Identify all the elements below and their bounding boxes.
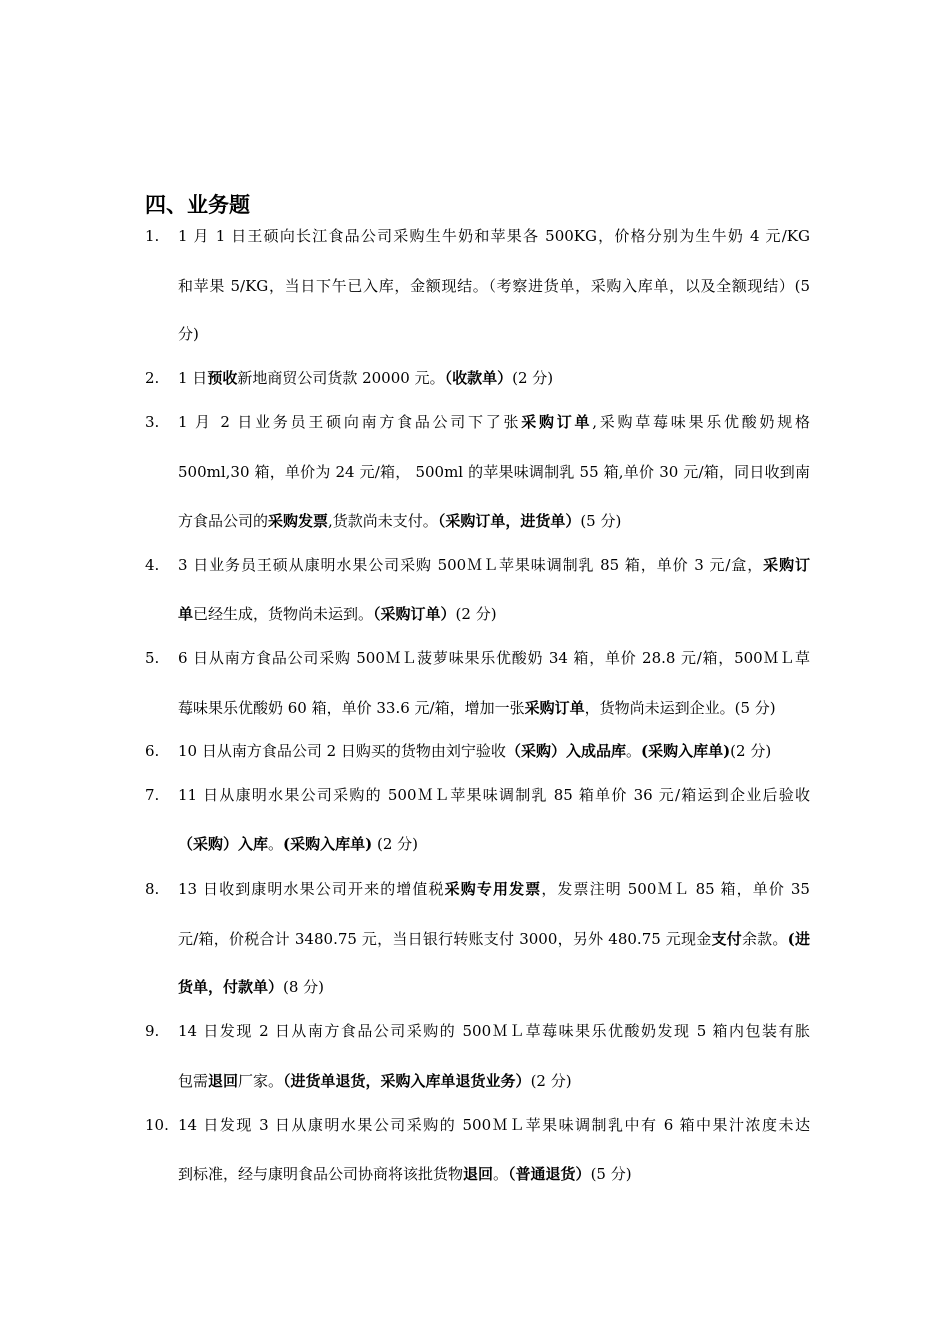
question-line: 10 日从南方食品公司 2 日购买的货物由刘宁验收（采购）入成品库。(采购入库单)(2 分) (178, 742, 772, 760)
question-line: 单已经生成，货物尚未运到。（采购订单）(2 分) (178, 605, 497, 623)
question-line: 货单，付款单）(8 分) (178, 978, 325, 996)
question-number: 8. (145, 880, 160, 898)
question-number: 4. (145, 556, 160, 574)
question-line: 包需退回厂家。（进货单退货，采购入库单退货业务）(2 分) (178, 1072, 572, 1090)
question-number: 9. (145, 1022, 160, 1040)
question-line: （采购）入库。(采购入库单) (2 分) (178, 835, 419, 853)
question-number: 5. (145, 649, 160, 667)
question-line: 3 日业务员王硕从康明水果公司采购 500ＭＬ苹果味调制乳 85 箱，单价 3 元/盒，采购订 (178, 556, 810, 574)
section-heading: 四、业务题 (145, 192, 250, 217)
question-number: 10. (145, 1116, 169, 1134)
question-line: 元/箱，价税合计 3480.75 元，当日银行转账支付 3000，另外 480.75 元现金支付余款。(进 (178, 930, 810, 948)
question-number: 1. (145, 227, 160, 245)
question-line: 14 日发现 3 日从康明水果公司采购的 500ＭＬ苹果味调制乳中有 6 箱中果汁浓度未达 (178, 1116, 810, 1134)
question-number: 3. (145, 413, 160, 431)
question-line: 6 日从南方食品公司采购 500ＭＬ菠萝味果乐优酸奶 34 箱，单价 28.8 元/箱，500ＭＬ草 (178, 649, 810, 667)
question-line: 13 日收到康明水果公司开来的增值税采购专用发票，发票注明 500ＭＬ 85 箱，单价 35 (178, 880, 810, 898)
question-line: 1 月 1 日王硕向长江食品公司采购生牛奶和苹果各 500KG，价格分别为生牛奶 4 元/KG (178, 227, 810, 245)
question-line: 500ml,30 箱，单价为 24 元/箱， 500ml 的苹果味调制乳 55 箱,单价 30 元/箱，同日收到南 (178, 463, 810, 481)
question-number: 7. (145, 786, 160, 804)
question-line: 14 日发现 2 日从南方食品公司采购的 500ＭＬ草莓味果乐优酸奶发现 5 箱内包装有胀 (178, 1022, 810, 1040)
question-line: 和苹果 5/KG，当日下午已入库，金额现结。（考察进货单，采购入库单，以及全额现结）(5 (178, 277, 810, 295)
question-line: 分) (178, 325, 199, 343)
question-line: 到标准，经与康明食品公司协商将该批货物退回。（普通退货）(5 分) (178, 1165, 632, 1183)
question-number: 2. (145, 369, 160, 387)
question-line: 11 日从康明水果公司采购的 500ＭＬ苹果味调制乳 85 箱单价 36 元/箱运到企业后验收 (178, 786, 810, 804)
question-line: 1 月 2 日业务员王硕向南方食品公司下了张采购订单,采购草莓味果乐优酸奶规格 (178, 413, 810, 431)
question-line: 方食品公司的采购发票,货款尚未支付。（采购订单，进货单）(5 分) (178, 512, 622, 530)
question-number: 6. (145, 742, 160, 760)
question-line: 莓味果乐优酸奶 60 箱，单价 33.6 元/箱，增加一张采购订单，货物尚未运到企业。(5 分) (178, 699, 776, 717)
question-line: 1 日预收新地商贸公司货款 20000 元。（收款单）(2 分) (178, 369, 554, 387)
